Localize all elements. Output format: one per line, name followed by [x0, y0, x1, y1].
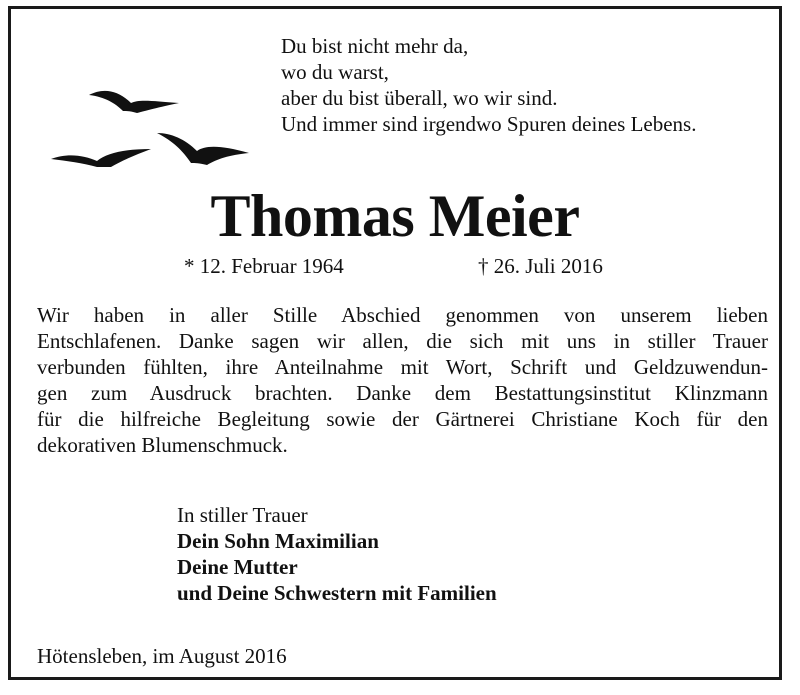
signature-intro: In stiller Trauer: [177, 503, 308, 527]
message-line: verbunden fühlten, ihre Anteilnahme mit Wort, Schrift und Geldzuwendun-: [37, 355, 768, 379]
death-date: † 26. Juli 2016: [478, 254, 603, 278]
message-line: gen zum Ausdruck brachten. Danke dem Bestattungsinstitut Klinzmann: [37, 381, 768, 405]
place-date: Hötensleben, im August 2016: [37, 644, 287, 668]
poem-line: Und immer sind irgendwo Spuren deines Lebens.: [281, 112, 697, 136]
message-line: für die hilfreiche Begleitung sowie der Gärtnerei Christiane Koch für den: [37, 407, 768, 431]
obituary-notice: [8, 6, 782, 680]
deceased-name: Thomas Meier: [210, 183, 580, 249]
message-line: dekorativen Blumenschmuck.: [37, 433, 288, 457]
signature-block: [177, 502, 497, 606]
mourner-name: Dein Sohn Maximilian: [177, 529, 379, 553]
bird-icon: [157, 133, 249, 165]
poem-line: wo du warst,: [281, 60, 389, 84]
poem-line: Du bist nicht mehr da,: [281, 34, 469, 58]
message-line: Wir haben in aller Stille Abschied genommen von unserem lieben: [37, 303, 768, 327]
poem-line: aber du bist überall, wo wir sind.: [281, 86, 558, 110]
message-line: Entschlafenen. Danke sagen wir allen, die sich mit uns in stiller Trauer: [37, 329, 768, 353]
bird-icon: [89, 91, 179, 113]
poem: [281, 33, 696, 137]
flying-birds-icon: [49, 81, 259, 181]
message-text: [37, 302, 768, 458]
mourner-name: und Deine Schwestern mit Familien: [177, 581, 497, 605]
mourner-name: Deine Mutter: [177, 555, 298, 579]
bird-icon: [51, 149, 151, 167]
birth-date: * 12. Februar 1964: [184, 254, 344, 278]
